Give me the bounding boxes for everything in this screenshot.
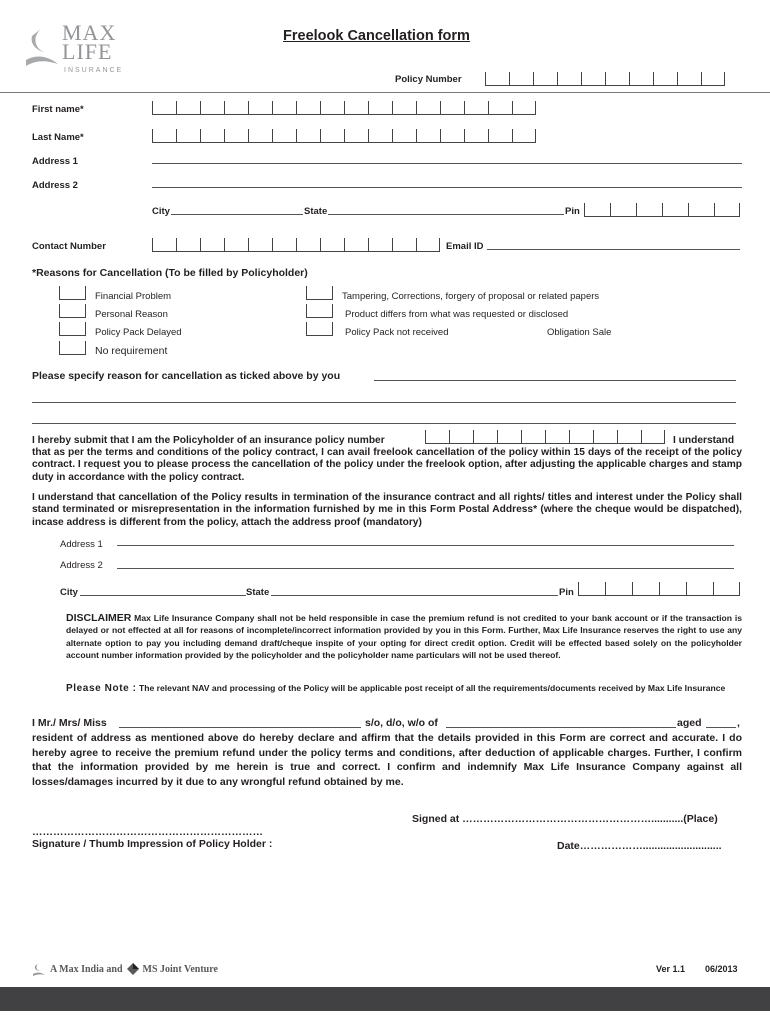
footer-venture — [32, 962, 218, 976]
postal-address1-label: Address 1 — [60, 539, 103, 550]
specify-reason-label: Please specify reason for cancellation as ticked above by you — [32, 370, 341, 382]
pack-not-received-label: Policy Pack not received — [345, 327, 449, 338]
footer-bar — [0, 987, 770, 1011]
address1-line[interactable] — [152, 163, 742, 164]
affirm-name-line[interactable] — [119, 727, 361, 728]
note-block — [66, 682, 742, 695]
specify-line-2[interactable] — [32, 402, 736, 403]
contact-number-label: Contact Number — [32, 241, 106, 252]
affirm-age-line[interactable] — [706, 727, 736, 728]
ms-diamond-icon — [127, 963, 139, 975]
postal-city-line[interactable] — [80, 595, 246, 596]
signed-at[interactable]: Signed at ………………………………………………...........(Place) — [412, 813, 718, 825]
postal-state-label: State — [246, 587, 270, 598]
logo-insurance: INSURANCE — [64, 67, 124, 74]
postal-address2-line[interactable] — [117, 568, 734, 569]
note-title: Please Note : — [66, 683, 137, 694]
specify-line-3[interactable] — [32, 423, 736, 424]
city-line[interactable] — [171, 214, 303, 215]
affirm-prefix: I Mr./ Mrs/ Miss — [32, 717, 107, 729]
postal-state-line[interactable] — [271, 595, 558, 596]
tampering-label: Tampering, Corrections, forgery of proposal or related papers — [342, 291, 600, 302]
first-name-label: First name* — [32, 104, 84, 115]
address2-label: Address 2 — [32, 180, 78, 191]
state-label: State — [304, 206, 328, 217]
disclaimer-title: DISCLAIMER — [66, 612, 132, 624]
personal-reason-label: Personal Reason — [95, 309, 168, 320]
contact-number-boxes[interactable] — [152, 238, 440, 252]
address1-label: Address 1 — [32, 156, 78, 167]
specify-line-1[interactable] — [374, 380, 736, 381]
policy-pack-delayed-checkbox[interactable] — [59, 322, 86, 336]
reasons-heading: *Reasons for Cancellation (To be filled by Policyholder) — [32, 267, 308, 279]
email-label: Email ID — [446, 241, 484, 252]
postal-address2-label: Address 2 — [60, 560, 103, 571]
declaration-paragraph-2: I understand that cancellation of the Policy results in termination of the insurance contract and all rights/ titles and interest under the Policy shall stand terminated or misrepresentation in the information furnished by me in this Form Postal Address* (where the cheque would be dispatched), incase address is different from the policy, attach the address proof (mandatory) — [32, 492, 742, 528]
pin-boxes[interactable] — [584, 203, 740, 217]
address2-line[interactable] — [152, 187, 742, 188]
logo — [24, 22, 134, 78]
pin-label: Pin — [565, 206, 580, 217]
affirm-sdw: s/o, d/o, w/o of — [365, 717, 438, 729]
email-line[interactable] — [487, 249, 740, 250]
postal-city-label: City — [60, 587, 78, 598]
tampering-checkbox[interactable] — [306, 286, 333, 300]
product-differs-label: Product differs from what was requested or disclosed — [345, 309, 569, 320]
logo-swirl-icon — [24, 26, 60, 70]
footer-ms: MS Joint Venture — [142, 963, 218, 975]
no-requirement-label: No requirement — [95, 345, 168, 357]
logo-life: LIFE — [62, 39, 113, 64]
max-swirl-icon — [32, 962, 46, 976]
footer-max-india: A Max India and — [50, 963, 123, 975]
declaration-paragraph-1: that as per the terms and conditions of the policy contract, I can avail freelook cancellation of the policy within 15 days of the receipt of the policy contract. I request you to please process the cancellation of the policy under the freelook option, after adjusting the applicable charges and stamp duty in accordance with the policy contract. — [32, 447, 742, 483]
signature-dots[interactable]: ………………………………………………………… — [32, 826, 263, 838]
signature-label: Signature / Thumb Impression of Policy Holder : — [32, 838, 273, 850]
last-name-boxes[interactable] — [152, 129, 536, 143]
affirm-comma: , — [737, 717, 740, 729]
last-name-label: Last Name* — [32, 132, 84, 143]
header-divider — [0, 92, 770, 93]
disclaimer-block — [66, 612, 742, 661]
declaration-understand: I understand — [673, 435, 735, 446]
obligation-sale-label: Obligation Sale — [547, 327, 612, 338]
city-label: City — [152, 206, 170, 217]
policy-number-boxes[interactable] — [485, 72, 725, 86]
postal-pin-label: Pin — [559, 587, 574, 598]
policy-pack-delayed-label: Policy Pack Delayed — [95, 327, 182, 338]
footer-date: 06/2013 — [705, 964, 738, 974]
personal-reason-checkbox[interactable] — [59, 304, 86, 318]
footer-version: Ver 1.1 — [656, 964, 686, 974]
postal-address1-line[interactable] — [117, 545, 734, 546]
note-text: The relevant NAV and processing of the Policy will be applicable post receipt of all the requirements/documents received by Max Life Insurance — [139, 683, 726, 693]
policy-number-label: Policy Number — [395, 74, 462, 85]
state-line[interactable] — [328, 214, 564, 215]
declaration-policy-boxes[interactable] — [425, 430, 665, 444]
affirm-aged: aged — [677, 717, 702, 729]
affirm-parent-line[interactable] — [446, 727, 676, 728]
product-differs-checkbox[interactable] — [306, 304, 333, 318]
disclaimer-text: Max Life Insurance Company shall not be held responsible in case the premium refund is not credited to your bank account or if the transaction is delayed or not effected at all for reasons of incomplete/incorrect information provided by you in this Form. Further, Max Life Insurance reserves the right to use any alternate option to pay you including demand draft/cheque inspite of your opting for direct credit option. Credit will be effected based solely on the policyholder account number information provided by the policyholder and the policyholder name particulars will not be used thereof. — [66, 613, 742, 660]
financial-problem-checkbox[interactable] — [59, 286, 86, 300]
postal-pin-boxes[interactable] — [578, 582, 740, 596]
financial-problem-label: Financial Problem — [95, 291, 172, 302]
form-title: Freelook Cancellation form — [283, 28, 470, 44]
no-requirement-checkbox[interactable] — [59, 341, 86, 355]
pack-not-received-checkbox[interactable] — [306, 322, 333, 336]
affirm-text: resident of address as mentioned above do hereby declare and affirm that the details provided in this Form are correct and accurate. I do hereby agree to receive the premium refund under the policy terms and conditions, after deduction of applicable charges. Further, I confirm that the information provided by me herein is true and correct. I confirm and indemnify Max Life Insurance Company against all losses/damages incurred by it due to any wrongful refund obtained by me. — [32, 732, 742, 788]
date-field[interactable]: Date………………........................... — [557, 840, 722, 852]
declaration-start: I hereby submit that I am the Policyholder of an insurance policy number — [32, 435, 385, 446]
logo-max: MAX — [62, 20, 117, 45]
first-name-boxes[interactable] — [152, 101, 536, 115]
